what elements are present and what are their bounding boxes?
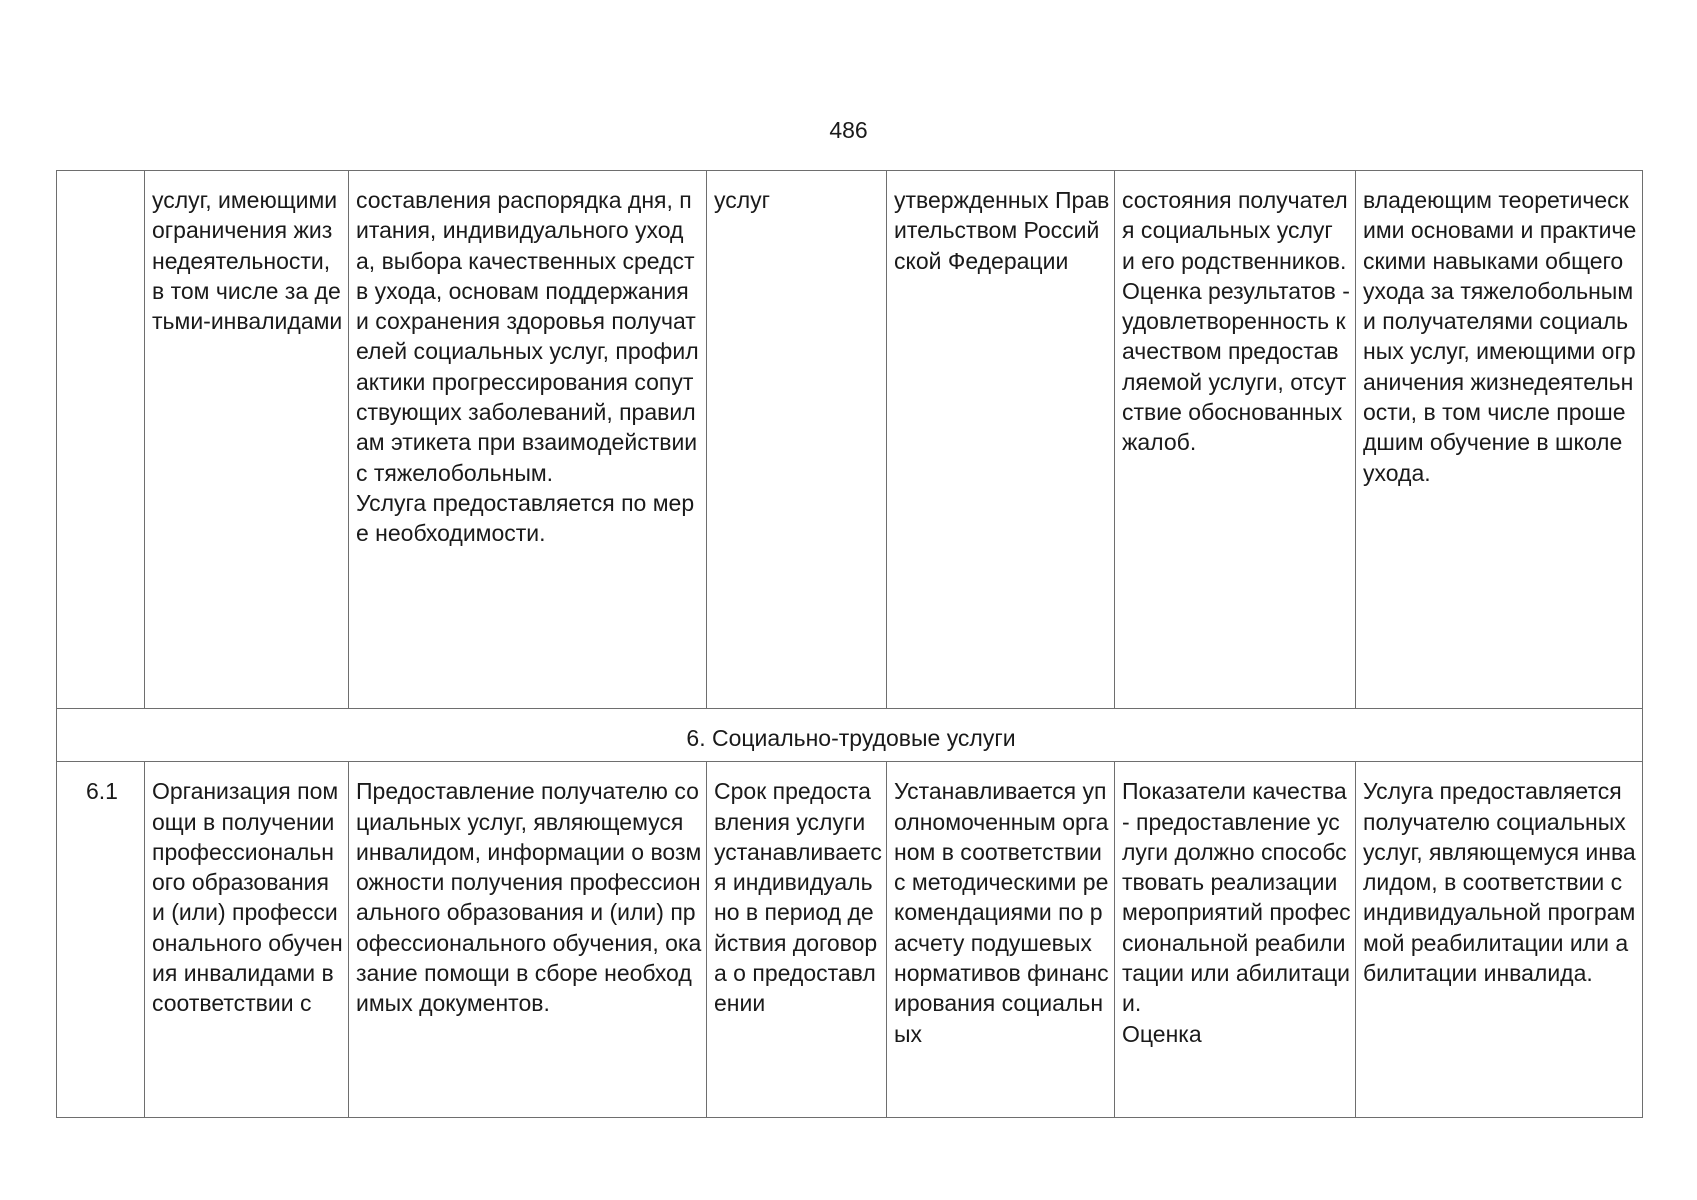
cell-conditions: владеющим теоретическими основами и практическими навыками общего ухода за тяжелобольными получателями социальных услуг, имеющими ограничения жизнедеятельности, в том числе прошедшим обучение в школе ухода. [1356,171,1643,709]
cell-tariff: утвержденных Правительством Российской Федерации [887,171,1115,709]
services-table [56,170,1643,1118]
cell-service-name: услуг, имеющими ограничения жизнедеятельности, в том числе за детьми-инвалидами [145,171,349,709]
table-row-continuation [57,171,1643,709]
description-note: Услуга предоставляется по мере необходимости. [356,489,695,547]
cell-number [57,171,145,709]
quality-note: Оценка [1122,1020,1202,1047]
cell-service-name: Организация помощи в получении профессионального образования и (или) профессионального обучения инвалидами в соответствии с [145,762,349,1118]
page-number: 486 [829,117,868,143]
cell-term: услуг [707,171,887,709]
cell-number: 6.1 [57,762,145,1118]
cell-quality [1115,762,1356,1118]
cell-term: Срок предоставления услуги устанавливается индивидуально в период действия договора о предоставлении [707,762,887,1118]
cell-quality [1115,171,1356,709]
quality-note: Оценка результатов - удовлетворенность качеством предоставляемой услуги, отсутствие обоснованных жалоб. [1122,277,1350,456]
quality-text: Показатели качества - предоставление услуги должно способствовать реализации мероприятий профессиональной реабилитации или абилитации. [1122,778,1351,1017]
cell-tariff: Устанавливается уполномоченным органом в соответствии с методическими рекомендациями по расчету подушевых нормативов финансирования социальных [887,762,1115,1118]
cell-description [349,171,707,709]
cell-description: Предоставление получателю социальных услуг, являющемуся инвалидом, информации о возможности получения профессионального образования и (или) профессионального обучения, оказание помощи в сборе необходимых документов. [349,762,707,1118]
section-title: 6. Социально-трудовые услуги [57,709,1643,762]
cell-conditions: Услуга предоставляется получателю социальных услуг, являющемуся инвалидом, в соответствии с индивидуальной программой реабилитации или абилитации инвалида. [1356,762,1643,1118]
table-row-6-1 [57,762,1643,1118]
table-row-section [57,709,1643,762]
quality-text: состояния получателя социальных услуг и его родственников. [1122,187,1348,274]
description-text: составления распорядка дня, питания, индивидуального ухода, выбора качественных средств ухода, основам поддержания и сохранения здоровья получателей социальных услуг, профилактики прогрессирования сопутствующих заболеваний, правилам этикета при взаимодействии с тяжелобольным. [356,187,699,486]
